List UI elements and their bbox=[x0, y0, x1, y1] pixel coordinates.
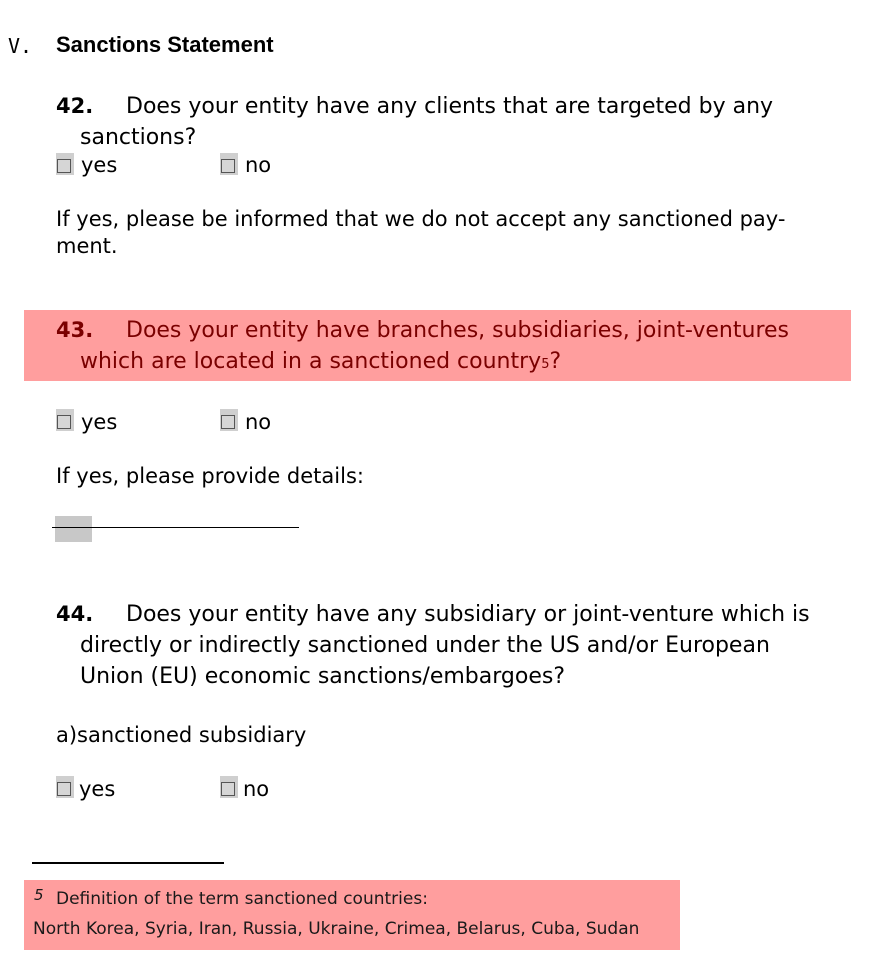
footnote-line1: Definition of the term sanctioned countries: bbox=[56, 889, 428, 909]
q42-note-line1: If yes, please be informed that we do not accept any sanctioned pay- bbox=[56, 207, 786, 231]
q42-note-line2: ment. bbox=[56, 234, 118, 258]
q44-no-checkbox[interactable] bbox=[220, 776, 238, 798]
question-44-number: 44. bbox=[56, 602, 94, 626]
q42-no-checkbox[interactable] bbox=[220, 153, 238, 175]
q44-yes-checkbox[interactable] bbox=[56, 776, 74, 798]
q43-details-field[interactable] bbox=[55, 516, 92, 542]
q43-note: If yes, please provide details: bbox=[56, 464, 364, 488]
q43-yes-checkbox[interactable] bbox=[56, 409, 74, 431]
section-title: Sanctions Statement bbox=[56, 32, 274, 57]
question-44-text-line3: Union (EU) economic sanctions/embargoes? bbox=[80, 664, 566, 689]
question-43-text-line2 bbox=[80, 346, 561, 380]
footnote-separator bbox=[32, 862, 224, 864]
question-42-text-line1: Does your entity have any clients that are targeted by any bbox=[126, 94, 774, 119]
q42-yes-label: yes bbox=[81, 153, 118, 177]
q43-yes-label: yes bbox=[81, 410, 118, 434]
question-42-number: 42. bbox=[56, 94, 94, 118]
question-43-text-line1: Does your entity have branches, subsidiaries, joint-ventures bbox=[126, 318, 790, 343]
footnote-line2: North Korea, Syria, Iran, Russia, Ukraine, Crimea, Belarus, Cuba, Sudan bbox=[33, 919, 640, 939]
q44-yes-label: yes bbox=[79, 777, 116, 801]
section-number: V. bbox=[8, 34, 33, 58]
q43-no-checkbox[interactable] bbox=[220, 409, 238, 431]
q43-details-underline bbox=[52, 527, 299, 528]
question-44-text-line2: directly or indirectly sanctioned under the US and/or European bbox=[80, 633, 770, 658]
question-43-number: 43. bbox=[56, 318, 94, 342]
q43-no-label: no bbox=[245, 410, 272, 434]
q42-yes-checkbox[interactable] bbox=[56, 153, 74, 175]
q44-sub-a-label: a)sanctioned subsidiary bbox=[56, 723, 307, 747]
question-44-text-line1: Does your entity have any subsidiary or joint-venture which is bbox=[126, 602, 810, 627]
q44-no-label: no bbox=[243, 777, 270, 801]
question-43-text-end: ? bbox=[549, 349, 562, 374]
footnote-reference[interactable]: 5 bbox=[541, 357, 550, 372]
question-43-text-line2-main: which are located in a sanctioned country bbox=[80, 349, 542, 374]
footnote-marker: 5 bbox=[34, 886, 44, 904]
q42-no-label: no bbox=[245, 153, 272, 177]
question-42-text-line2: sanctions? bbox=[80, 125, 197, 150]
